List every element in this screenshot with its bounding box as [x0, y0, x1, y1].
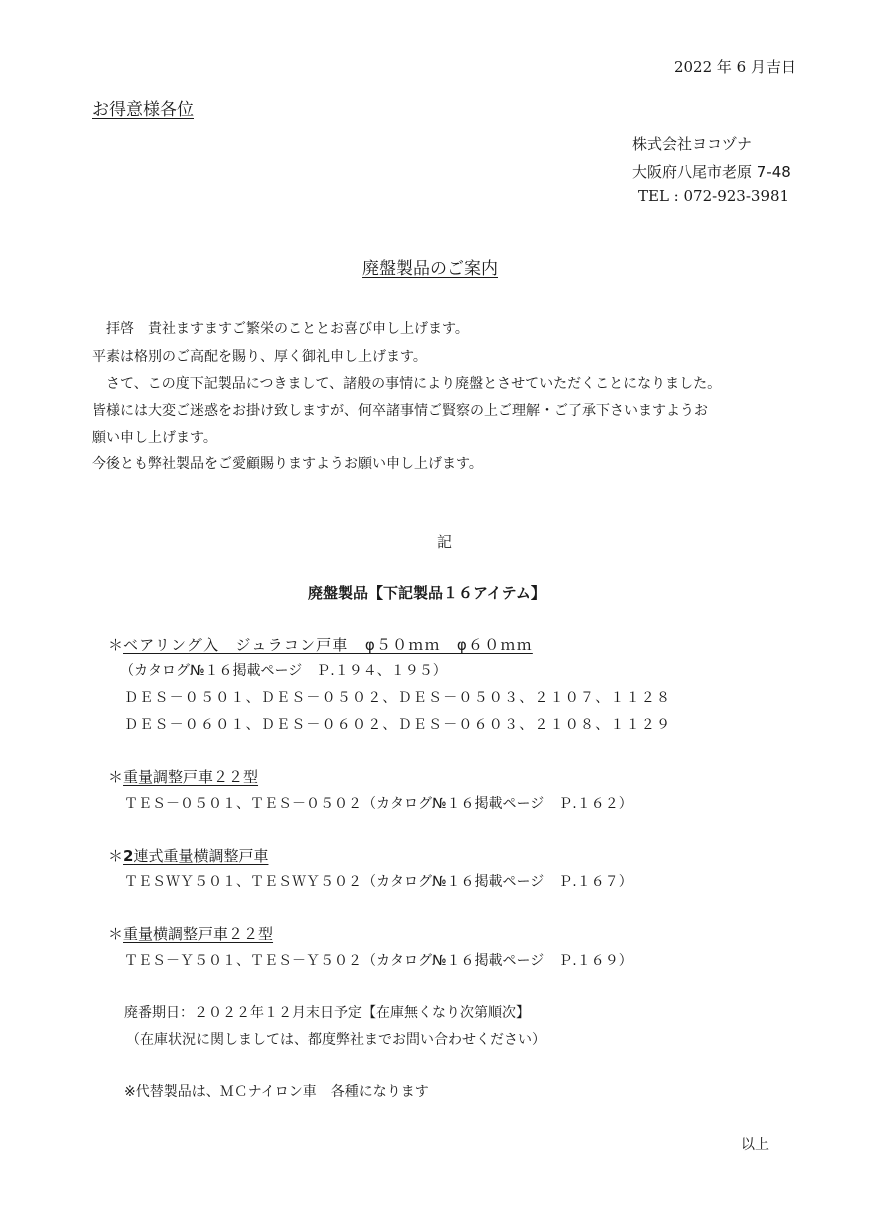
item-star: ＊ [108, 925, 124, 943]
body-line: 平素は格別のご高配を賜り、厚く御礼申し上げます。 [92, 349, 427, 365]
item-codes: ＴＥＳ－０５０１、ＴＥＳ－０５０２（カタログ№１６掲載ページ Ｐ.１６２） [124, 796, 633, 812]
item-star: ＊ [108, 768, 124, 786]
item-name: ベアリング入 ジュラコン戸車 φ５０ｍｍ φ６０ｍｍ [123, 636, 533, 654]
body-line: 願い申し上げます。 [92, 430, 217, 446]
company-address: 大阪府八尾市老原 7-48 [632, 163, 791, 181]
document-date: 2022 年 6 月吉日 [673, 58, 796, 76]
closing: 以上 [741, 1137, 769, 1153]
body-line: 今後とも弊社製品をご愛顧賜りますようお願い申し上げます。 [92, 456, 483, 472]
discontinue-period: 廃番期日：２０２２年１２月末日予定【在庫無くなり次第順次】 [124, 1005, 530, 1021]
body-line: 拝啓 貴社ますますご繁栄のこととお喜び申し上げます。 [92, 321, 469, 337]
ki-marker: 記 [437, 533, 453, 551]
item-star: ＊ [108, 636, 124, 654]
item-codes: ＤＥＳ－０６０１、ＤＥＳ－０６０２、ＤＥＳ－０６０３、２１０８、１１２９ [124, 717, 672, 733]
addressee: お得意様各位 [92, 100, 194, 120]
item-catalog: （カタログ№１６掲載ページ Ｐ.１９４、１９５） [120, 663, 447, 679]
item-name-prefix: 2 [123, 847, 134, 865]
company-tel: TEL : 072-923-3981 [638, 187, 790, 205]
item-star: ＊ [108, 847, 124, 865]
item-codes: ＴＥＳ－Ｙ５０１、ＴＥＳ－Ｙ５０２（カタログ№１６掲載ページ Ｐ.１６９） [124, 953, 633, 969]
body-line: 皆様には大変ご迷惑をお掛け致しますが、何卒諸事情ご賢察の上ご理解・ご了承下さいますようお [92, 403, 708, 419]
stock-note: （在庫状況に関しましては、都度弊社までお問い合わせください） [126, 1032, 546, 1048]
item-name: 重量横調整戸車２２型 [123, 925, 274, 943]
item-codes: ＴＥＳＷＹ５０１、ＴＥＳＷＹ５０２（カタログ№１６掲載ページ Ｐ.１６７） [124, 874, 633, 890]
item-codes: ＤＥＳ－０５０１、ＤＥＳ－０５０２、ＤＥＳ－０５０３、２１０７、１１２８ [124, 690, 672, 706]
body-line: さて、この度下記製品につきまして、諸般の事情により廃盤とさせていただくことになりました。 [92, 376, 722, 392]
section-title: 廃盤製品【下記製品１６アイテム】 [308, 584, 546, 602]
item-name: 重量調整戸車２２型 [123, 768, 259, 786]
replacement-note: ※代替製品は、ＭＣナイロン車 各種になります [124, 1084, 429, 1100]
document-title: 廃盤製品のご案内 [362, 259, 498, 279]
company-name: 株式会社ヨコヅナ [632, 135, 753, 153]
item-name: 連式重量横調整戸車 [133, 847, 269, 865]
